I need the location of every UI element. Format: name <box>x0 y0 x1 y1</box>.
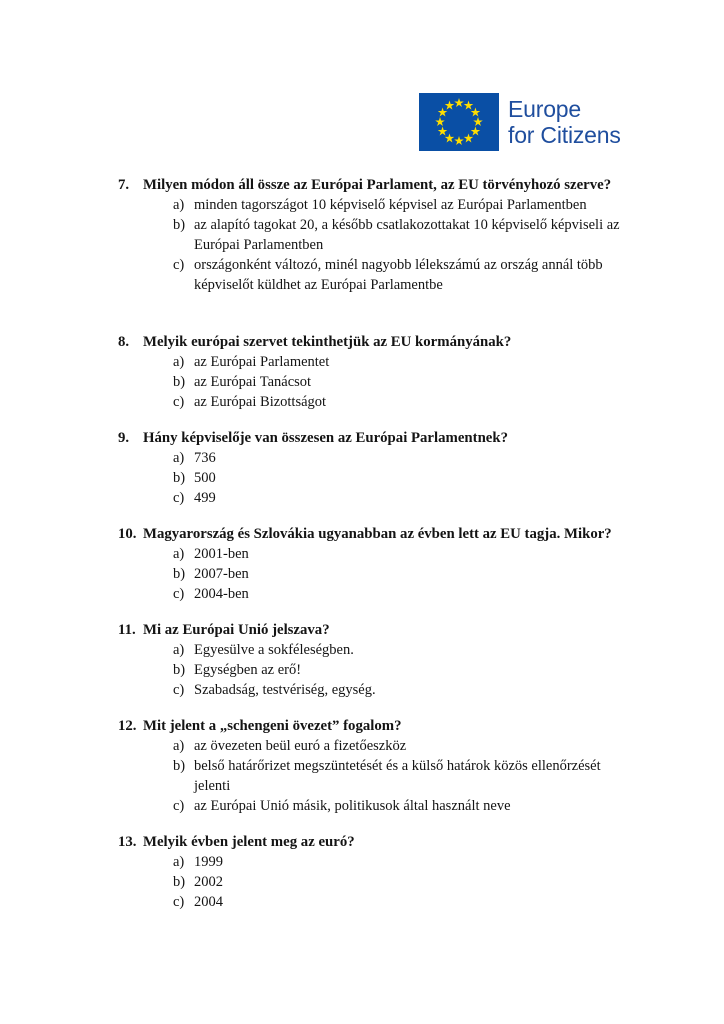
option-letter: b) <box>173 470 186 486</box>
option-letter: c) <box>173 394 185 410</box>
answer-option-a <box>173 852 678 872</box>
question-11 <box>118 620 678 700</box>
option-text <box>194 660 678 680</box>
option-letter: c) <box>173 894 185 910</box>
answer-option-a <box>173 448 678 468</box>
question-number: 8. <box>118 334 130 350</box>
answer-option-b <box>173 468 678 488</box>
option-letter: b) <box>173 874 186 890</box>
answer-option-c <box>173 584 678 604</box>
option-line: 2004 <box>194 894 223 910</box>
option-letter: c) <box>173 586 185 602</box>
question-options <box>118 640 678 700</box>
question-heading <box>118 620 678 640</box>
option-text <box>194 352 678 372</box>
question-9 <box>118 428 678 508</box>
question-options <box>118 544 678 604</box>
option-line: az Európai Bizottságot <box>194 394 327 410</box>
option-line: minden tagországot 10 képviselő képvisel az Európai Parlamentben <box>194 197 587 213</box>
option-text <box>194 680 678 700</box>
europe-for-citizens-logo <box>419 93 621 151</box>
option-letter: a) <box>173 738 185 754</box>
question-number: 12. <box>118 718 137 734</box>
question-options <box>118 448 678 508</box>
answer-option-c <box>173 488 678 508</box>
option-letter: a) <box>173 354 185 370</box>
option-text <box>194 488 678 508</box>
answer-option-c <box>173 892 678 912</box>
option-line: 2007-ben <box>194 566 249 582</box>
option-text <box>194 392 678 412</box>
question-number: 10. <box>118 526 137 542</box>
question-heading <box>118 332 678 352</box>
answer-option-a <box>173 195 678 215</box>
option-line: képviselőt küldhet az Európai Parlamentbe <box>194 277 443 293</box>
logo-text-line2: for Citizens <box>508 122 621 148</box>
question-title: Magyarország és Szlovákia ugyanabban az évben lett az EU tagja. Mikor? <box>143 526 612 542</box>
question-10 <box>118 524 678 604</box>
question-heading <box>118 524 678 544</box>
option-text <box>194 195 678 215</box>
option-letter: a) <box>173 450 185 466</box>
answer-option-c <box>173 255 678 295</box>
option-letter: c) <box>173 257 185 273</box>
question-title: Hány képviselője van összesen az Európai Parlamentnek? <box>143 430 508 446</box>
question-title: Milyen módon áll össze az Európai Parlament, az EU törvényhozó szerve? <box>143 177 612 193</box>
option-line: 499 <box>194 490 216 506</box>
question-7 <box>118 175 678 295</box>
option-text <box>194 796 678 816</box>
question-number: 9. <box>118 430 130 446</box>
question-number: 7. <box>118 177 130 193</box>
quiz-content <box>118 175 678 928</box>
option-letter: b) <box>173 758 186 774</box>
answer-option-a <box>173 640 678 660</box>
option-line: 2001-ben <box>194 546 249 562</box>
option-line: jelenti <box>194 778 231 794</box>
question-options <box>118 852 678 912</box>
answer-option-b <box>173 372 678 392</box>
option-letter: c) <box>173 798 185 814</box>
option-line: 1999 <box>194 854 223 870</box>
option-letter: b) <box>173 566 186 582</box>
option-letter: b) <box>173 662 186 678</box>
question-number: 11. <box>118 622 136 638</box>
option-line: országonként változó, minél nagyobb lélekszámú az ország annál több <box>194 257 603 273</box>
option-letter: a) <box>173 197 185 213</box>
question-number: 13. <box>118 834 137 850</box>
eu-flag-icon <box>419 93 499 151</box>
option-line: belső határőrizet megszüntetését és a külső határok közös ellenőrzését <box>194 758 601 774</box>
question-title: Mit jelent a „schengeni övezet” fogalom? <box>143 718 402 734</box>
answer-option-b <box>173 215 678 255</box>
answer-option-b <box>173 756 678 796</box>
option-letter: b) <box>173 374 186 390</box>
option-letter: a) <box>173 546 185 562</box>
question-13 <box>118 832 678 912</box>
question-8 <box>118 332 678 412</box>
option-letter: a) <box>173 854 185 870</box>
option-text <box>194 756 678 796</box>
answer-option-c <box>173 392 678 412</box>
question-title: Melyik európai szervet tekinthetjük az EU kormányának? <box>143 334 512 350</box>
option-line: az Európai Unió másik, politikusok által használt neve <box>194 798 511 814</box>
option-line: 500 <box>194 470 216 486</box>
option-line: Európai Parlamentben <box>194 237 324 253</box>
option-line: az övezeten beül euró a fizetőeszköz <box>194 738 407 754</box>
answer-option-b <box>173 872 678 892</box>
answer-option-a <box>173 352 678 372</box>
option-text <box>194 468 678 488</box>
option-text <box>194 584 678 604</box>
option-text <box>194 872 678 892</box>
option-text <box>194 372 678 392</box>
option-text <box>194 736 678 756</box>
answer-option-a <box>173 736 678 756</box>
option-line: 2004-ben <box>194 586 249 602</box>
option-line: az Európai Parlamentet <box>194 354 330 370</box>
logo-text-line1: Europe <box>508 96 581 122</box>
option-text <box>194 215 678 255</box>
question-options <box>118 195 678 295</box>
option-line: Egységben az erő! <box>194 662 302 678</box>
option-line: Egyesülve a sokféleségben. <box>194 642 354 658</box>
option-letter: a) <box>173 642 185 658</box>
logo-text <box>508 96 621 148</box>
option-letter: c) <box>173 490 185 506</box>
option-text <box>194 564 678 584</box>
question-heading <box>118 175 678 195</box>
option-line: Szabadság, testvériség, egység. <box>194 682 376 698</box>
answer-option-b <box>173 660 678 680</box>
option-line: az Európai Tanácsot <box>194 374 312 390</box>
question-title: Melyik évben jelent meg az euró? <box>143 834 355 850</box>
question-heading <box>118 428 678 448</box>
question-title: Mi az Európai Unió jelszava? <box>143 622 330 638</box>
question-12 <box>118 716 678 816</box>
option-line: 2002 <box>194 874 223 890</box>
option-letter: b) <box>173 217 186 233</box>
question-options <box>118 352 678 412</box>
option-text <box>194 544 678 564</box>
question-heading <box>118 716 678 736</box>
answer-option-b <box>173 564 678 584</box>
option-text <box>194 852 678 872</box>
option-text <box>194 640 678 660</box>
option-line: az alapító tagokat 20, a később csatlakozottakat 10 képviselő képviseli az <box>194 217 620 233</box>
option-text <box>194 892 678 912</box>
answer-option-c <box>173 796 678 816</box>
question-options <box>118 736 678 816</box>
answer-option-a <box>173 544 678 564</box>
option-line: 736 <box>194 450 216 466</box>
answer-option-c <box>173 680 678 700</box>
option-text <box>194 448 678 468</box>
question-heading <box>118 832 678 852</box>
option-letter: c) <box>173 682 185 698</box>
option-text <box>194 255 678 295</box>
